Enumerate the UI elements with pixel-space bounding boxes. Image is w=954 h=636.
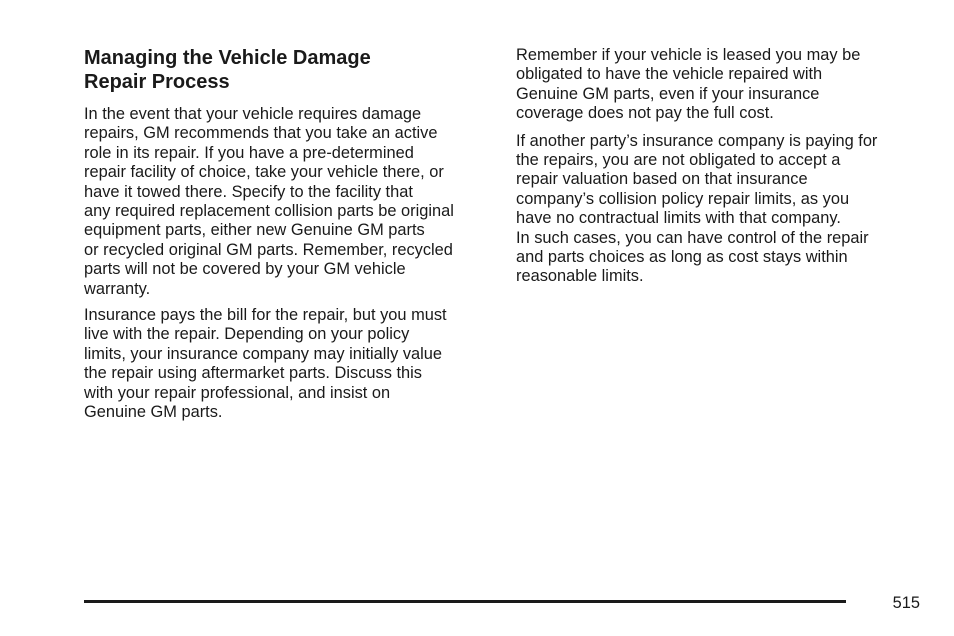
paragraph-insurance-pays: Insurance pays the bill for the repair, but you must live with the repair. Depending on your policy limits, your insurance company may initially value the repair using aftermarket parts. Discuss this with your repair professional, and insist on Genuine GM parts. <box>84 306 447 422</box>
left-column <box>84 46 494 430</box>
right-column <box>516 46 926 295</box>
paragraph-control-of-repair: In such cases, you can have control of the repair and parts choices as long as cost stays within reasonable limits. <box>516 228 869 286</box>
paragraph-leased-vehicle: Remember if your vehicle is leased you may be obligated to have the vehicle repaired with Genuine GM parts, even if your insurance coverage does not pay the full cost. <box>516 46 861 123</box>
section-heading: Managing the Vehicle Damage Repair Process <box>84 47 371 93</box>
paragraph-other-party-insurance: If another party’s insurance company is paying for the repairs, you are not obligated to accept a repair valuation based on that insurance company’s collision policy repair limits, as you have no contractual limits with that company. <box>516 131 878 228</box>
page-number: 515 <box>892 594 920 612</box>
footer-rule <box>84 600 846 603</box>
paragraph-damage-repairs: In the event that your vehicle requires damage repairs, GM recommends that you take an active role in its repair. If you have a pre-determined repair facility of choice, take your vehicle there, or have it towed there. Specify to the facility that any required replacement collision parts be original equipment parts, either new Genuine GM parts or recycled original GM parts. Remember, recycled parts will not be covered by your GM vehicle warranty. <box>84 105 454 298</box>
